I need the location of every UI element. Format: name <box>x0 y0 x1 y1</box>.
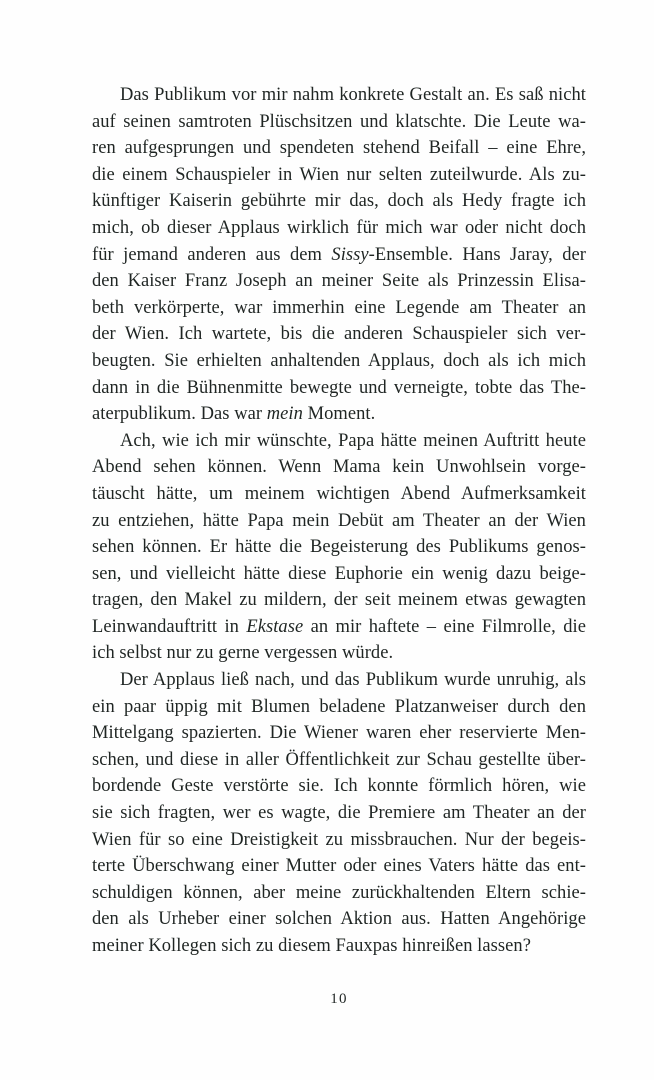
text-line: auf seinen samtroten Plüschsitzen und klatschte. Die Leute wa- <box>92 111 586 132</box>
text-line: ein paar üppig mit Blumen beladene Platzanweiser durch den <box>92 696 586 717</box>
text-line: Mittelgang spazierten. Die Wiener waren eher reservierte Men- <box>92 723 586 744</box>
text-line: schuldigen können, aber meine zurückhaltenden Eltern schie- <box>92 882 586 903</box>
paragraph <box>92 667 586 960</box>
text-line: Wien für so eine Dreistigkeit zu missbrauchen. Nur der begeis- <box>92 829 586 850</box>
text-line: ren aufgesprungen und spendeten stehend Beifall – eine Ehre, <box>92 138 586 159</box>
text-line: künftiger Kaiserin gebührte mir das, doch als Hedy fragte ich <box>92 191 586 212</box>
paragraph <box>92 428 586 667</box>
text-line: den Kaiser Franz Joseph an meiner Seite als Prinzessin Elisa- <box>92 271 586 292</box>
text-line: die einem Schauspieler in Wien nur selten zuteilwurde. Als zu- <box>92 164 586 185</box>
text-line: zu entziehen, hätte Papa mein Debüt am Theater an der Wien <box>92 510 586 531</box>
text-line: Leinwandauftritt in Ekstase an mir haftete – eine Filmrolle, die <box>92 616 586 637</box>
text-line: tragen, den Makel zu mildern, der seit meinem etwas gewagten <box>92 590 586 611</box>
text-line: sie sich fragten, wer es wagte, die Premiere am Theater an der <box>92 803 586 824</box>
text-line: beth verkörperte, war immerhin eine Legende am Theater an <box>92 297 586 318</box>
text-line: beugten. Sie erhielten anhaltenden Applaus, doch als ich mich <box>92 350 586 371</box>
text-line: Das Publikum vor mir nahm konkrete Gestalt an. Es saß nicht <box>120 85 586 105</box>
text-line: Der Applaus ließ nach, und das Publikum wurde unruhig, als <box>120 670 586 691</box>
text-line: den als Urheber einer solchen Aktion aus. Hatten Angehörige <box>92 909 586 930</box>
paragraph <box>92 82 586 428</box>
text-line: täuscht hätte, um meinem wichtigen Abend Aufmerksamkeit <box>92 483 586 504</box>
text-line: bordende Geste verstörte sie. Ich konnte förmlich hören, wie <box>92 776 586 797</box>
text-line: meiner Kollegen sich zu diesem Fauxpas hinreißen lassen? <box>92 936 531 956</box>
text-line: für jemand anderen aus dem Sissy-Ensemble. Hans Jaray, der <box>92 244 586 265</box>
text-line: der Wien. Ich wartete, bis die anderen Schauspieler sich ver- <box>92 324 586 345</box>
text-line: mich, ob dieser Applaus wirklich für mich war oder nicht doch <box>92 217 586 238</box>
text-line: aterpublikum. Das war mein Moment. <box>92 404 376 425</box>
body-text <box>92 82 586 960</box>
text-line: sen, und vielleicht hätte diese Euphorie ein wenig dazu beige- <box>92 563 586 584</box>
text-line: schen, und diese in aller Öffentlichkeit zur Schau gestellte über- <box>92 749 586 770</box>
text-line: terte Überschwang einer Mutter oder eines Vaters hätte das ent- <box>92 856 586 877</box>
text-line: ich selbst nur zu gerne vergessen würde. <box>92 643 394 664</box>
text-line: sehen können. Er hätte die Begeisterung des Publikums genos- <box>92 537 586 558</box>
page-number: 10 <box>330 991 348 1007</box>
text-line: Ach, wie ich mir wünschte, Papa hätte meinen Auftritt heute <box>120 430 586 451</box>
text-line: Abend sehen können. Wenn Mama kein Unwohlsein vorge- <box>92 457 586 478</box>
text-line: dann in die Bühnenmitte bewegte und verneigte, tobte das The- <box>92 377 586 398</box>
